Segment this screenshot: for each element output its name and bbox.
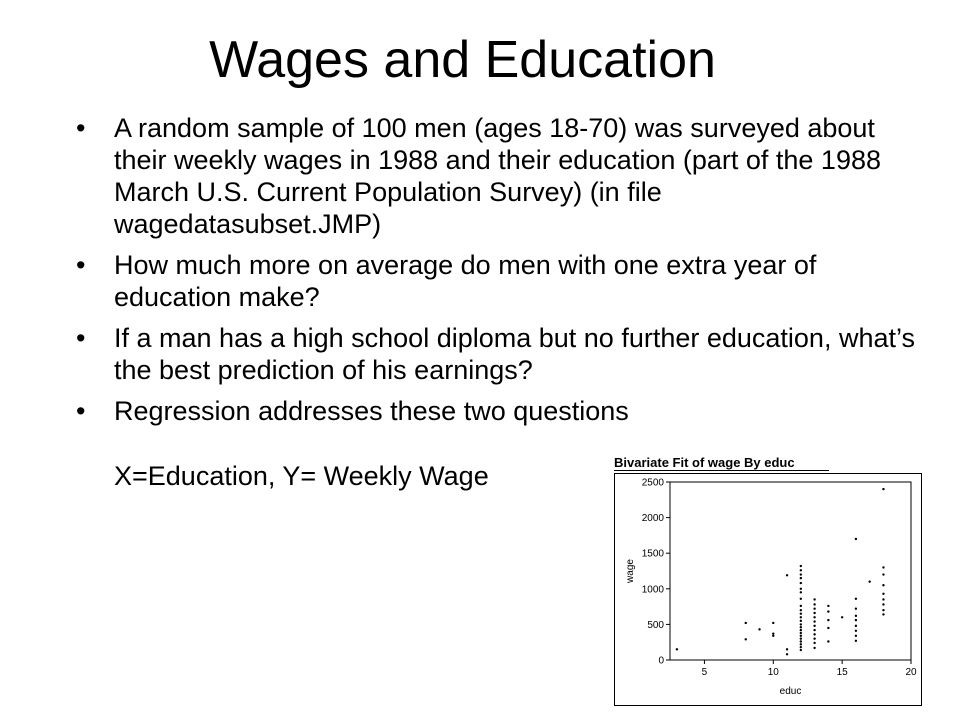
data-point (813, 608, 815, 610)
bullet-text: A random sample of 100 men (ages 18-70) was surveyed about their weekly wages in 1988 and their education (part of the 1988 March U.S. Current Population Survey) (in file wagedatasubset.JMP) (114, 113, 881, 239)
data-point (882, 488, 884, 490)
data-point (786, 653, 788, 655)
data-point (813, 637, 815, 639)
data-point (855, 615, 857, 617)
data-point (827, 627, 829, 629)
data-point (813, 642, 815, 644)
plot-frame (670, 482, 911, 660)
data-point (813, 620, 815, 622)
data-point (786, 648, 788, 650)
x-tick-label: 5 (701, 667, 708, 678)
data-point (827, 605, 829, 607)
data-point (800, 569, 802, 571)
data-point (745, 638, 747, 640)
variable-definition: X=Education, Y= Weekly Wage (114, 461, 489, 491)
bullet-text: Regression addresses these two questions (114, 396, 629, 426)
x-tick-label: 20 (905, 667, 917, 678)
data-point (800, 635, 802, 637)
data-point (800, 582, 802, 584)
data-point (882, 603, 884, 605)
data-point (855, 619, 857, 621)
data-point (800, 573, 802, 575)
data-point (855, 630, 857, 632)
data-point (772, 635, 774, 637)
y-tick-label: 0 (658, 655, 664, 667)
y-tick-label: 2000 (641, 513, 664, 525)
bullet-item (76, 112, 916, 240)
data-point (800, 598, 802, 600)
data-point (855, 598, 857, 600)
data-point (758, 628, 760, 630)
data-point (800, 626, 802, 628)
data-point (676, 648, 678, 650)
data-point (882, 573, 884, 575)
y-tick-label: 500 (647, 619, 664, 631)
slide-title: Wages and Education (209, 31, 716, 89)
data-point (772, 632, 774, 634)
data-point (813, 603, 815, 605)
data-point (800, 616, 802, 618)
data-point (813, 647, 815, 649)
data-point (841, 616, 843, 618)
data-point (813, 625, 815, 627)
bullet-item (76, 249, 916, 313)
data-point (800, 623, 802, 625)
data-point (813, 616, 815, 618)
bullet-list (76, 112, 916, 436)
bullet-dot: • (76, 323, 86, 353)
data-point (800, 649, 802, 651)
data-point (882, 593, 884, 595)
data-point (800, 632, 802, 634)
bullet-item (76, 322, 916, 386)
x-tick-label: 10 (767, 667, 779, 678)
data-point (813, 612, 815, 614)
chart-title: Bivariate Fit of wage By educ (614, 455, 795, 470)
data-point (800, 591, 802, 593)
x-axis-label: educ (779, 686, 802, 697)
data-point (813, 633, 815, 635)
bullet-dot: • (76, 113, 86, 143)
data-point (827, 640, 829, 642)
data-point (855, 640, 857, 642)
data-point (800, 646, 802, 648)
data-point (827, 610, 829, 612)
y-tick-label: 1500 (641, 548, 664, 560)
data-point (855, 635, 857, 637)
bullet-dot: • (76, 250, 86, 280)
data-point (800, 565, 802, 567)
data-point (800, 577, 802, 579)
data-point (855, 538, 857, 540)
data-point (813, 629, 815, 631)
x-tick-label: 15 (836, 667, 848, 678)
y-tick-label: 1000 (641, 584, 664, 596)
scatter-plot-svg (615, 474, 921, 705)
data-point (800, 637, 802, 639)
data-point (882, 598, 884, 600)
data-point (827, 619, 829, 621)
data-point (800, 613, 802, 615)
y-axis-label: wage (625, 559, 636, 583)
chart-title-rule (614, 470, 829, 471)
data-point (882, 609, 884, 611)
data-point (800, 588, 802, 590)
data-point (882, 566, 884, 568)
data-point (855, 608, 857, 610)
data-point (772, 622, 774, 624)
bullet-item (76, 395, 916, 427)
scatter-chart (614, 473, 922, 706)
data-point (813, 598, 815, 600)
data-point (786, 574, 788, 576)
data-point (868, 580, 870, 582)
data-point (882, 613, 884, 615)
data-point (855, 625, 857, 627)
bullet-text: If a man has a high school diploma but no further education, what’s the best prediction of his earnings? (114, 323, 915, 385)
data-point (882, 584, 884, 586)
data-point (800, 629, 802, 631)
data-point (800, 643, 802, 645)
data-point (800, 605, 802, 607)
data-point (800, 640, 802, 642)
bullet-text: How much more on average do men with one extra year of education make? (114, 250, 817, 312)
bullet-dot: • (76, 396, 86, 426)
y-tick-label: 2500 (641, 477, 664, 489)
data-point (745, 622, 747, 624)
data-point (800, 609, 802, 611)
data-point (800, 620, 802, 622)
